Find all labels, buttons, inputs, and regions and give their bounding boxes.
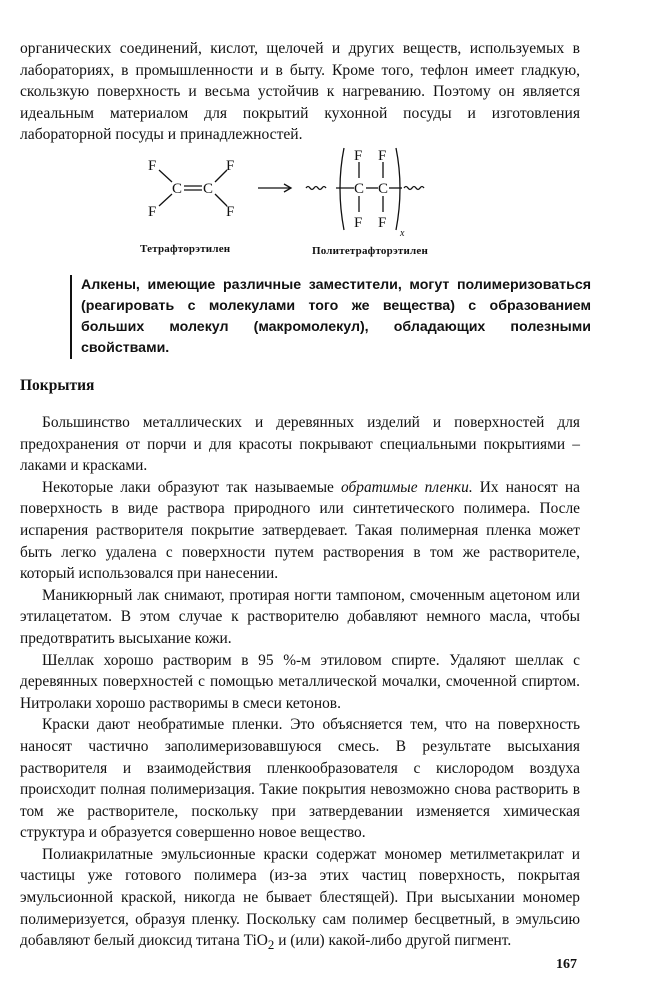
paragraph-6-start: Полиакрилатные эмульсионные краски содержат мономер метилметакрилат и частицы уже готового полимера (из-за этих частиц поверхность, покрытая эмульсионной краской, никогда не бывает блестящей). При высыхании мономер полимеризуется, образуя пленку. Поскольку сам полимер бесцветный, в эмульсию добавляют белый диоксид титана TiO	[20, 845, 580, 950]
bracket-left	[340, 148, 344, 230]
monomer-c-right: C	[203, 181, 214, 197]
intro-paragraph: органических соединений, кислот, щелочей и других веществ, используемых в лабораториях, в промышленности и в быту. Кроме того, тефлон имеет гладкую, скользкую поверхность и весьма устойчив к нагреванию. Поэтому он является идеальным материалом для покрытий кухонной посуды и изготовления лабораторной посуды и принадлежностей.	[20, 40, 580, 143]
tio2-subscript: 2	[267, 938, 275, 953]
section-heading: Покрытия	[20, 377, 95, 394]
paragraph-2-end: Их наносят на поверхность в виде раствора природного или синтетического полимера. После испарения растворителя покрытие затвердевает. Такая полимерная пленка может быть легко удалена с поверхности путем растворения в том же растворителе, который использовался при нанесении.	[20, 478, 580, 583]
polymer-subscript-x: x	[400, 228, 405, 239]
monomer-f-bottom-right: F	[226, 204, 235, 220]
paragraph-2-start: Некоторые лаки образуют так называемые	[42, 478, 342, 496]
polymer-f-bottom-1: F	[354, 215, 363, 231]
paragraph-2	[20, 477, 580, 585]
paragraph-4: Шеллак хорошо растворим в 95 %-м этиловом спирте. Удаляют шеллак с деревянных поверхностей с помощью металлической мочалки, смоченной спиртом. Нитролаки хорошо растворимы в смеси кетонов.	[20, 651, 580, 712]
term-reversible-films: обратимые пленки.	[341, 478, 473, 496]
paragraph-3: Маникюрный лак снимают, протирая ногти тампоном, смоченным ацетоном или этилацетатом. В этом случае к растворителю добавляют немного масла, чтобы предотвратить высыхание кожи.	[20, 586, 580, 647]
paragraph-6	[20, 844, 580, 957]
polymer-c-2: C	[378, 181, 389, 197]
monomer-f-bottom-left: F	[148, 204, 157, 220]
polymer-c-1: C	[354, 181, 365, 197]
polymer-f-top-1: F	[354, 148, 363, 164]
monomer-f-top-left: F	[148, 158, 157, 174]
bracket-right	[396, 148, 400, 230]
monomer-f-top-right: F	[226, 158, 235, 174]
intro-paragraph-block	[20, 38, 580, 146]
highlight-box: Алкены, имеющие различные заместители, могут полимеризоваться (реагировать с молекулами того же вещества) с образованием больших молекул (макромолекул), обладающих полезными свойствами.	[70, 275, 591, 359]
monomer-bond-br	[215, 194, 227, 206]
page-number: 167	[556, 957, 577, 972]
paragraph-6-end: и (или) какой-либо другой пигмент.	[274, 932, 512, 950]
paragraph-5: Краски дают необратимые пленки. Это объясняется тем, что на поверхность наносят частично заполимеризовавшуюся смесь. В результате высыхания растворителя и взаимодействия пленкообразователя с кислородом воздуха происходит полная полимеризация. Такие покрытия невозможно снова растворить в том же растворителе, поскольку при затвердевании изменяется химическая структура и образуется совершенно новое вещество.	[20, 716, 580, 842]
polymer-f-top-2: F	[378, 148, 387, 164]
monomer-bond-tr	[215, 170, 227, 182]
label-tetrafluoroethylene: Тетрафторэтилен	[140, 243, 231, 255]
monomer-bond-bl	[159, 194, 172, 206]
polymerization-figure	[130, 140, 450, 265]
label-polytetrafluoroethylene: Политетрафторэтилен	[312, 245, 429, 257]
chain-wavy-left	[306, 187, 326, 190]
chain-wavy-right	[404, 187, 424, 190]
monomer-bond-tl	[159, 170, 172, 182]
polymer-f-bottom-2: F	[378, 215, 387, 231]
paragraph-1: Большинство металлических и деревянных изделий и поверхностей для предохранения от порчи и для красоты покрывают специальными покрытиями – лаками и красками.	[20, 414, 580, 475]
body-text	[20, 412, 580, 957]
monomer-c-left: C	[172, 181, 183, 197]
